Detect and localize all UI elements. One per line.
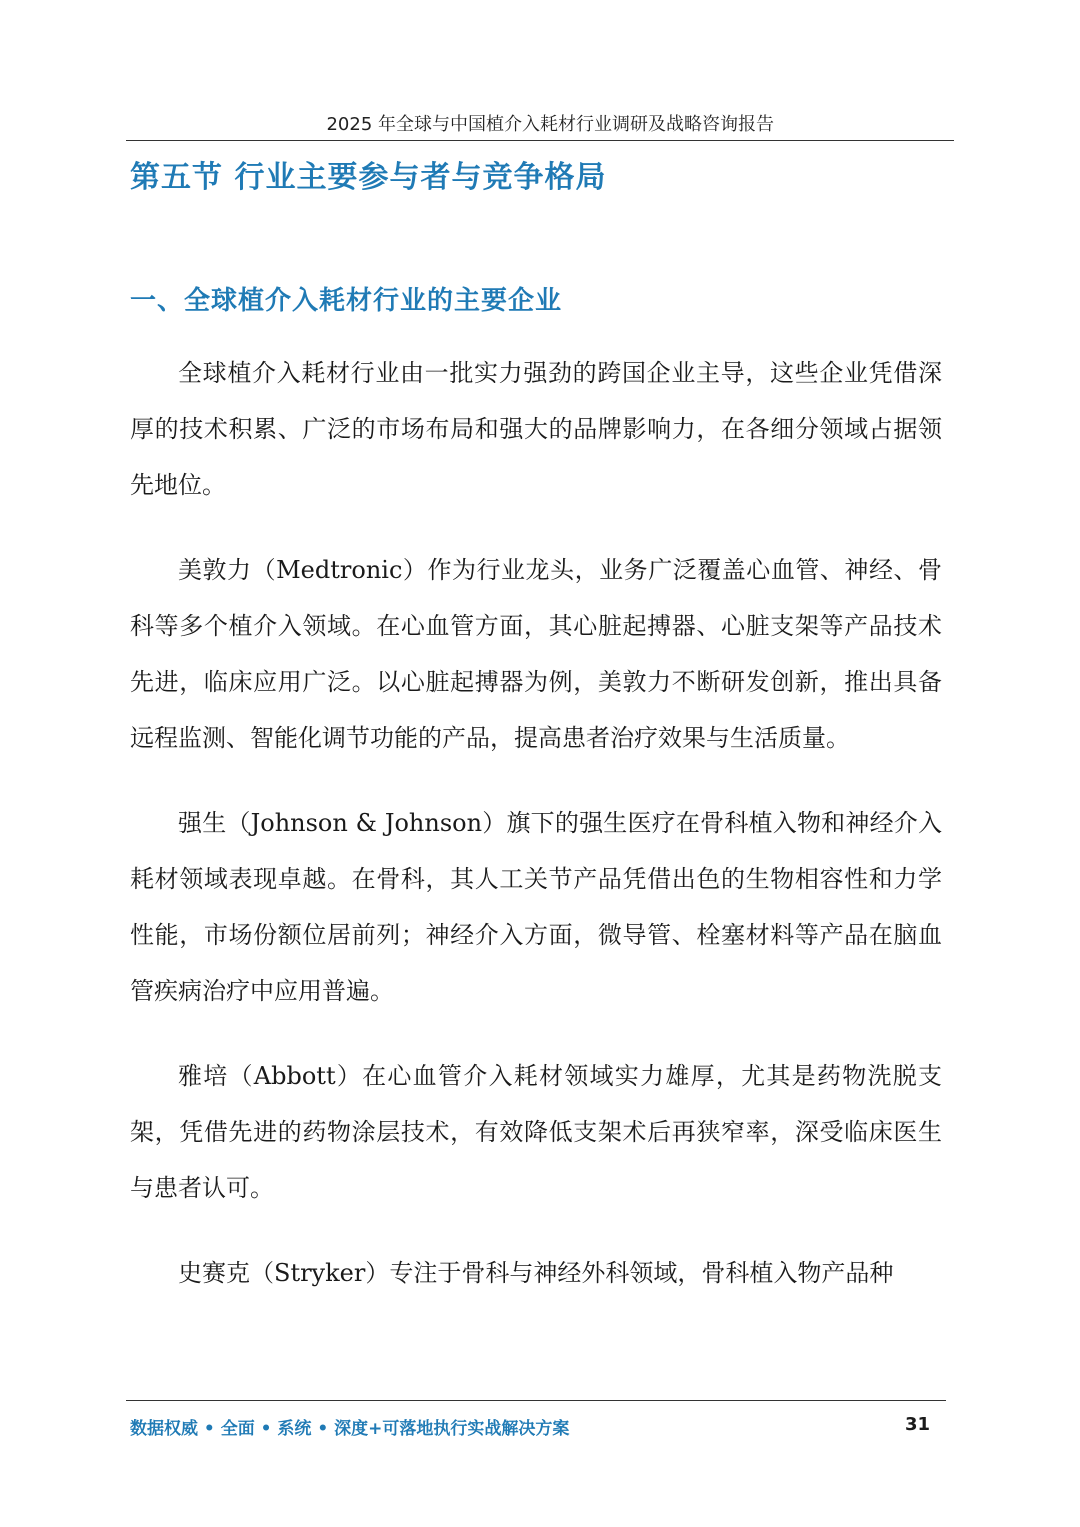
header-divider [126, 140, 954, 141]
page-number: 31 [904, 1414, 930, 1435]
paragraph-stryker: 史赛克（Stryker）专注于骨科与神经外科领域，骨科植入物产品种 [178, 1259, 894, 1287]
footer-divider [126, 1400, 946, 1401]
paragraph-medtronic: 美敦力（Medtronic）作为行业龙头，业务广泛覆盖心血管、神经、骨科等多个植介入领域。在心血管方面，其心脏起搏器、心脏支架等产品技术先进，临床应用广泛。以心脏起搏器为例，美敦力不断研发创新，推出具备远程监测、智能化调节功能的产品，提高患者治疗效果与生活质量。 [130, 556, 942, 752]
subsection-title: 一、全球植介入耗材行业的主要企业 [130, 286, 563, 316]
paragraph-intro: 全球植介入耗材行业由一批实力强劲的跨国企业主导，这些企业凭借深厚的技术积累、广泛的市场布局和强大的品牌影响力，在各细分领域占据领先地位。 [130, 359, 942, 499]
footer-slogan: 数据权威 • 全面 • 系统 • 深度+可落地执行实战解决方案 [130, 1419, 570, 1439]
running-header: 2025 年全球与中国植介入耗材行业调研及战略咨询报告 [326, 114, 774, 135]
section-title: 第五节 行业主要参与者与竞争格局 [130, 160, 607, 195]
paragraph-abbott: 雅培（Abbott）在心血管介入耗材领域实力雄厚，尤其是药物洗脱支架，凭借先进的药物涂层技术，有效降低支架术后再狭窄率，深受临床医生与患者认可。 [130, 1062, 942, 1202]
paragraph-johnson: 强生（Johnson & Johnson）旗下的强生医疗在骨科植入物和神经介入耗材领域表现卓越。在骨科，其人工关节产品凭借出色的生物相容性和力学性能，市场份额位居前列；神经介入方面，微导管、栓塞材料等产品在脑血管疾病治疗中应用普遍。 [130, 809, 942, 1005]
body-text [130, 345, 942, 1330]
